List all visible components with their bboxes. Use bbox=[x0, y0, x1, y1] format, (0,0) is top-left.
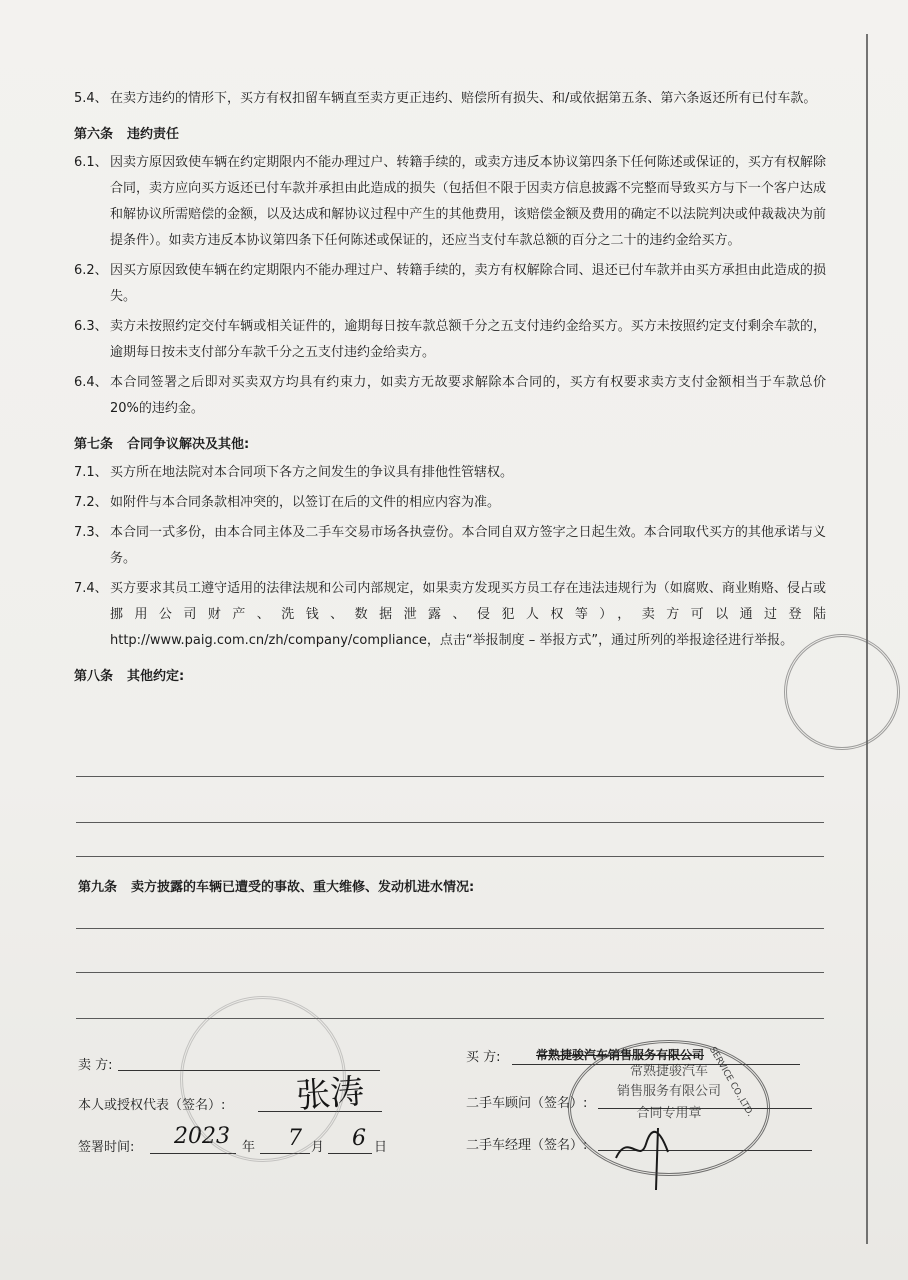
blank-line bbox=[76, 928, 824, 929]
clause-number: 5.4、 bbox=[74, 91, 108, 106]
blank-line bbox=[76, 822, 824, 823]
clause-text: 买方所在地法院对本合同项下各方之间发生的争议具有排他性管辖权。 bbox=[110, 465, 514, 480]
clause-number: 6.3、 bbox=[74, 319, 108, 334]
clause-text: 本合同一式多份，由本合同主体及二手车交易市场各执壹份。本合同自双方签字之日起生效。本合同取代买方的其他承诺与义务。 bbox=[110, 525, 826, 566]
used-car-manager-label: 二手车经理（签名）: bbox=[466, 1138, 588, 1153]
edge-seal-stamp bbox=[784, 634, 900, 750]
buyer-company-stamp bbox=[568, 1040, 770, 1176]
article-number: 第六条 bbox=[74, 127, 114, 142]
clause-text: 因卖方原因致使车辆在约定期限内不能办理过户、转籍手续的，或卖方违反本协议第四条下任何陈述或保证的，买方有权解除合同，卖方应向买方返还已付车款并承担由此造成的损失（包括但不限于因卖方信息披露不完整而导致买方与下一个客户达成和解协议所需赔偿的金额，以及达成和解协议过程中产生的其他费用，该赔偿金额及费用的确定不以法院判决或仲裁裁决为前提条件）。如卖方违反本协议第四条下任何陈述或保证的，还应当支付车款总额的百分之二十的违约金给买方。 bbox=[110, 155, 826, 248]
year-line[interactable] bbox=[150, 1153, 236, 1154]
article-number: 第九条 bbox=[78, 880, 118, 895]
blank-line bbox=[76, 856, 824, 857]
clause-6-3 bbox=[74, 314, 826, 366]
clause-text: 卖方未按照约定交付车辆或相关证件的，逾期每日按车款总额千分之五支付违约金给买方。买方未按照约定支付剩余车款的，逾期每日按未支付部分车款千分之五支付违约金给卖方。 bbox=[110, 319, 826, 360]
seller-label: 卖 方: bbox=[78, 1058, 113, 1073]
article-number: 第八条 bbox=[74, 669, 114, 684]
article-6-heading bbox=[74, 122, 826, 148]
article-8-heading bbox=[74, 664, 826, 690]
sign-date-label: 签署时间: bbox=[78, 1140, 135, 1155]
month-unit: 月 bbox=[311, 1140, 325, 1155]
day-line[interactable] bbox=[328, 1153, 372, 1154]
used-car-advisor-label: 二手车顾问（签名）: bbox=[466, 1096, 588, 1111]
article-title: 其他约定: bbox=[127, 669, 185, 684]
clause-number: 7.4、 bbox=[74, 581, 108, 596]
year-unit: 年 bbox=[242, 1140, 256, 1155]
clause-number: 7.3、 bbox=[74, 525, 108, 540]
clause-text: 如附件与本合同条款相冲突的，以签订在后的文件的相应内容为准。 bbox=[110, 495, 501, 510]
clause-text: 本合同签署之后即对买卖双方均具有约束力，如卖方无故要求解除本合同的，买方有权要求卖方支付金额相当于车款总价 20%的违约金。 bbox=[110, 375, 826, 416]
clause-5-4 bbox=[74, 86, 826, 112]
clause-6-2 bbox=[74, 258, 826, 310]
year-handwritten: 2023 bbox=[174, 1124, 230, 1149]
article-7-heading bbox=[74, 432, 826, 458]
seller-rep-label: 本人或授权代表（签名）: bbox=[78, 1098, 226, 1113]
day-unit: 日 bbox=[374, 1140, 388, 1155]
stamp-text-line2: 销售服务有限公司 bbox=[616, 1084, 721, 1099]
seller-handwritten-signature: 张涛 bbox=[294, 1071, 366, 1117]
clause-7-2 bbox=[74, 490, 826, 516]
clause-text: 买方要求其员工遵守适用的法律法规和公司内部规定，如果卖方发现买方员工存在违法违规行为（如腐败、商业贿赂、侵占或挪用公司财产、洗钱、数据泄露、侵犯人权等），卖方可以通过登陆 http://www.paig.com.cn/zh/company/compliance，点击“举报制度 – 举报方式”，通过所列的举报途径进行举报。 bbox=[110, 581, 826, 648]
article-title: 合同争议解决及其他: bbox=[127, 437, 250, 452]
clause-number: 6.2、 bbox=[74, 263, 108, 278]
buyer-name-text: 常熟捷骏汽车销售服务有限公司 bbox=[536, 1048, 705, 1062]
clause-number: 7.1、 bbox=[74, 465, 108, 480]
stamp-text-line1: 常熟捷骏汽车 bbox=[629, 1064, 708, 1079]
stamp-ring-text: SERVICE CO.,LTD. bbox=[707, 1045, 755, 1119]
article-number: 第七条 bbox=[74, 437, 114, 452]
clause-6-4 bbox=[74, 370, 826, 422]
seller-stamp-faint bbox=[180, 996, 346, 1162]
article-9-heading bbox=[78, 876, 474, 895]
clause-text: 因买方原因致使车辆在约定期限内不能办理过户、转籍手续的，卖方有权解除合同、退还已付车款并由买方承担由此造成的损失。 bbox=[110, 263, 826, 304]
day-handwritten: 6 bbox=[352, 1126, 366, 1151]
clause-7-3 bbox=[74, 520, 826, 572]
clause-7-4 bbox=[74, 576, 826, 654]
clause-number: 6.1、 bbox=[74, 155, 108, 170]
blank-line bbox=[76, 972, 824, 973]
month-handwritten: 7 bbox=[288, 1126, 302, 1151]
blank-line bbox=[76, 776, 824, 777]
contract-body bbox=[74, 86, 826, 692]
clause-number: 6.4、 bbox=[74, 375, 108, 390]
clause-number: 7.2、 bbox=[74, 495, 108, 510]
clause-6-1 bbox=[74, 150, 826, 254]
blank-line bbox=[76, 1018, 824, 1019]
clause-text: 在卖方违约的情形下，买方有权扣留车辆直至卖方更正违约、赔偿所有损失、和/或依据第五条、第六条返还所有已付车款。 bbox=[110, 91, 817, 106]
article-title: 违约责任 bbox=[127, 127, 180, 142]
article-title: 卖方披露的车辆已遭受的事故、重大维修、发动机进水情况: bbox=[131, 880, 475, 895]
buyer-label: 买 方: bbox=[466, 1050, 501, 1065]
stamp-text-line3: 合同专用章 bbox=[636, 1106, 702, 1121]
clause-7-1 bbox=[74, 460, 826, 486]
